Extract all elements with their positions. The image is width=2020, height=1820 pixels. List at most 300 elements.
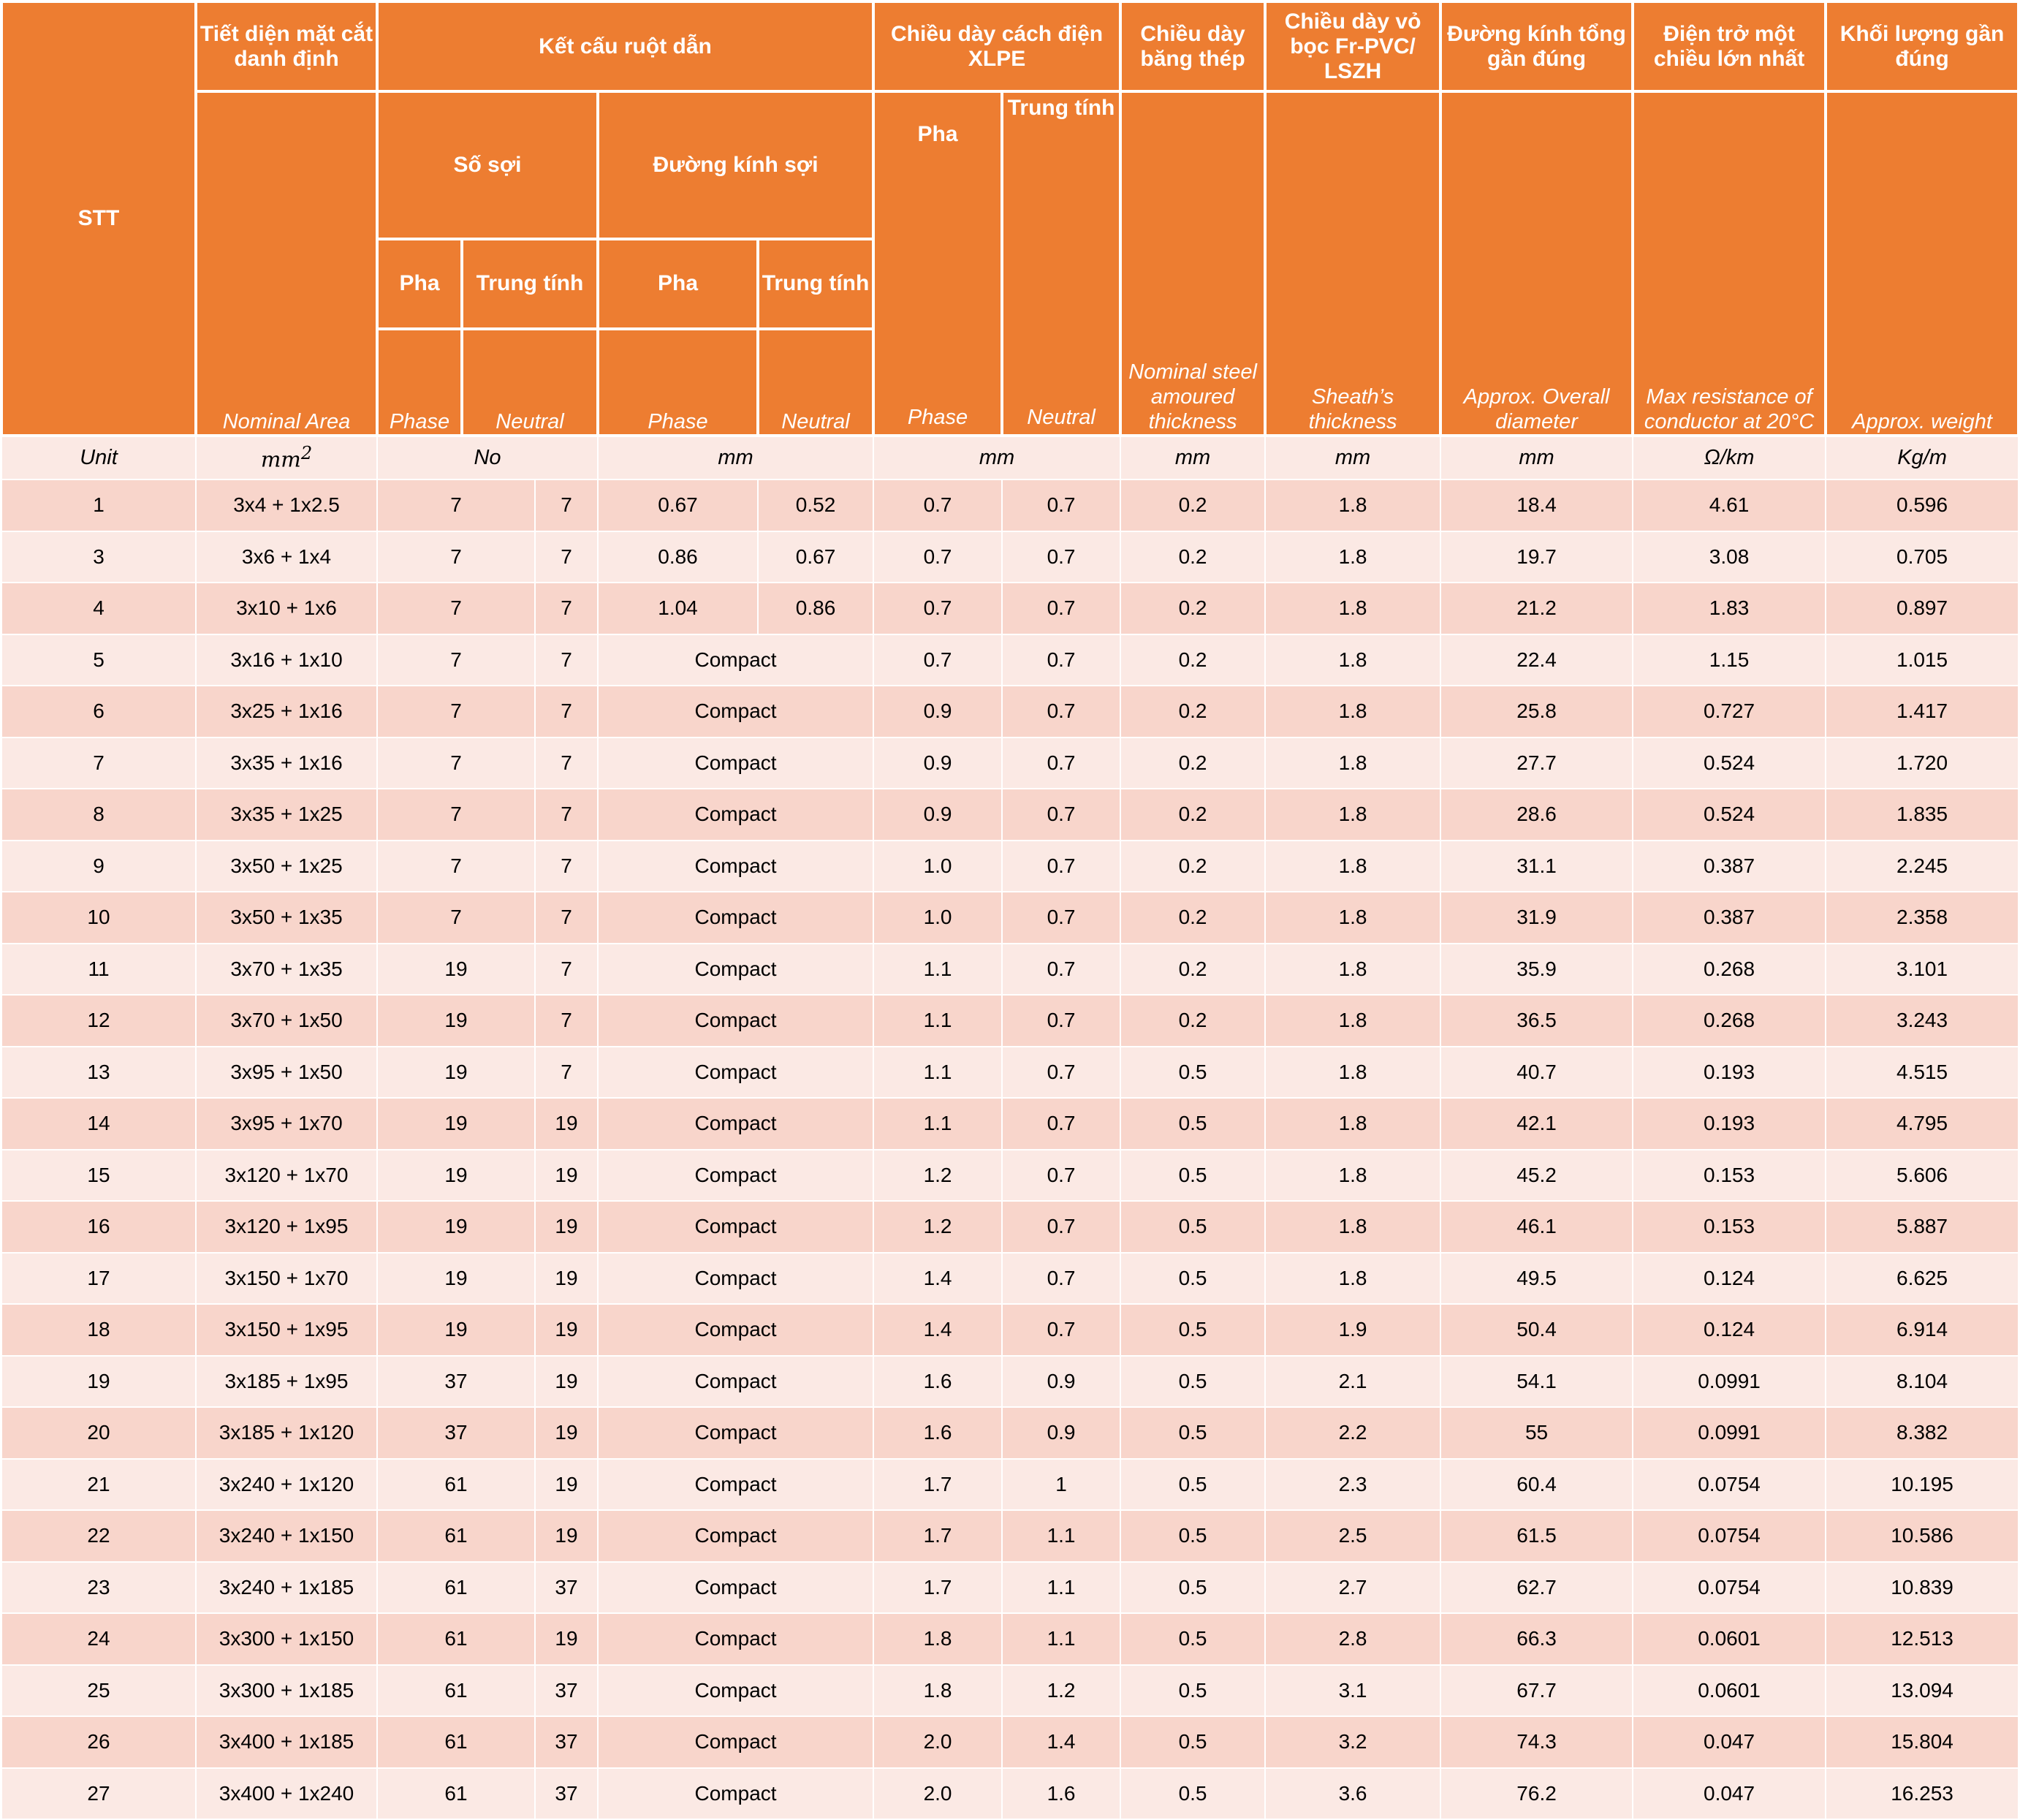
cell-approx-weight: 12.513 (1826, 1613, 2019, 1665)
table-row (1, 531, 2019, 583)
table-row (1, 1253, 2019, 1305)
table-row (1, 1562, 2019, 1614)
cell-steel-thickness: 0.5 (1120, 1562, 1265, 1614)
cell-approx-weight: 3.243 (1826, 995, 2019, 1047)
cell-insulation-phase: 0.7 (873, 583, 1002, 634)
cell-insulation-neutral: 1.1 (1002, 1510, 1120, 1562)
cell-wire-dia-compact: Compact (598, 892, 873, 944)
cell-max-resistance: 0.0754 (1633, 1510, 1826, 1562)
cell-overall-diameter: 62.7 (1440, 1562, 1633, 1614)
cell-wire-dia-compact: Compact (598, 1510, 873, 1562)
header-resistance-vi: Điện trở một chiều lớn nhất (1633, 1, 1826, 91)
cell-insulation-phase: 1.4 (873, 1304, 1002, 1356)
cell-max-resistance: 0.524 (1633, 738, 1826, 789)
cell-insulation-neutral: 0.7 (1002, 789, 1120, 841)
cell-max-resistance: 0.153 (1633, 1150, 1826, 1202)
cell-stt: 10 (1, 892, 196, 944)
cell-wires-neutral: 7 (535, 634, 598, 686)
table-row (1, 1304, 2019, 1356)
cell-max-resistance: 4.61 (1633, 479, 1826, 531)
cell-wires-phase: 7 (377, 892, 535, 944)
cell-approx-weight: 10.839 (1826, 1562, 2019, 1614)
table-row (1, 1459, 2019, 1511)
table-row (1, 1407, 2019, 1459)
cell-max-resistance: 0.047 (1633, 1716, 1826, 1768)
cell-approx-weight: 3.101 (1826, 944, 2019, 996)
cell-steel-thickness: 0.5 (1120, 1201, 1265, 1253)
cell-approx-weight: 2.245 (1826, 841, 2019, 892)
cell-insulation-neutral: 0.7 (1002, 1150, 1120, 1202)
cell-insulation-neutral: 0.7 (1002, 892, 1120, 944)
cell-steel-thickness: 0.5 (1120, 1459, 1265, 1511)
unit-sheath: mm (1265, 436, 1440, 479)
cell-overall-diameter: 22.4 (1440, 634, 1633, 686)
cell-steel-thickness: 0.5 (1120, 1150, 1265, 1202)
cell-wires-phase: 19 (377, 1253, 535, 1305)
cell-max-resistance: 0.0601 (1633, 1665, 1826, 1717)
unit-insulation: mm (873, 436, 1120, 479)
cell-overall-diameter: 49.5 (1440, 1253, 1633, 1305)
cell-wire-dia-compact: Compact (598, 1459, 873, 1511)
cell-insulation-phase: 1.0 (873, 892, 1002, 944)
cell-nominal-area: 3x16 + 1x10 (196, 634, 377, 686)
cell-steel-thickness: 0.5 (1120, 1304, 1265, 1356)
header-area-en: Nominal Area (196, 91, 377, 436)
cell-wire-dia-compact: Compact (598, 1150, 873, 1202)
table-row (1, 841, 2019, 892)
cell-nominal-area: 3x95 + 1x50 (196, 1047, 377, 1099)
header-wires-phase: Pha (377, 239, 462, 329)
unit-label: Unit (1, 436, 196, 479)
cell-overall-diameter: 31.9 (1440, 892, 1633, 944)
cell-stt: 18 (1, 1304, 196, 1356)
cell-overall-diameter: 66.3 (1440, 1613, 1633, 1665)
cell-overall-diameter: 55 (1440, 1407, 1633, 1459)
header-weight-vi: Khối lượng gần đúng (1826, 1, 2019, 91)
table-row (1, 634, 2019, 686)
cell-insulation-neutral: 0.7 (1002, 841, 1120, 892)
cell-nominal-area: 3x6 + 1x4 (196, 531, 377, 583)
header-insulation-phase (873, 91, 1002, 436)
cell-stt: 27 (1, 1768, 196, 1820)
cell-wires-neutral: 19 (535, 1407, 598, 1459)
cell-insulation-neutral: 1.1 (1002, 1613, 1120, 1665)
cell-wires-neutral: 19 (535, 1150, 598, 1202)
cell-approx-weight: 0.596 (1826, 479, 2019, 531)
cell-wires-neutral: 7 (535, 583, 598, 634)
cell-stt: 3 (1, 531, 196, 583)
cell-approx-weight: 1.835 (1826, 789, 2019, 841)
cell-insulation-phase: 1.7 (873, 1562, 1002, 1614)
cell-steel-thickness: 0.5 (1120, 1613, 1265, 1665)
table-row (1, 1768, 2019, 1820)
cell-approx-weight: 10.586 (1826, 1510, 2019, 1562)
cell-approx-weight: 8.104 (1826, 1356, 2019, 1408)
unit-area (196, 436, 377, 479)
cell-sheath-thickness: 3.1 (1265, 1665, 1440, 1717)
cell-overall-diameter: 18.4 (1440, 479, 1633, 531)
cell-wires-phase: 19 (377, 1098, 535, 1150)
cell-sheath-thickness: 1.8 (1265, 1150, 1440, 1202)
cell-insulation-neutral: 1.4 (1002, 1716, 1120, 1768)
cell-wire-dia-compact: Compact (598, 789, 873, 841)
cell-wires-neutral: 19 (535, 1253, 598, 1305)
cell-wires-neutral: 37 (535, 1768, 598, 1820)
cell-wires-phase: 19 (377, 995, 535, 1047)
header-diameter-en: Approx. Overall diameter (1440, 91, 1633, 436)
cell-nominal-area: 3x240 + 1x150 (196, 1510, 377, 1562)
cell-steel-thickness: 0.2 (1120, 789, 1265, 841)
cell-stt: 6 (1, 686, 196, 738)
cell-nominal-area: 3x95 + 1x70 (196, 1098, 377, 1150)
cell-approx-weight: 5.606 (1826, 1150, 2019, 1202)
cell-overall-diameter: 31.1 (1440, 841, 1633, 892)
table-row (1, 944, 2019, 996)
cell-steel-thickness: 0.2 (1120, 479, 1265, 531)
table-row (1, 1716, 2019, 1768)
cell-approx-weight: 0.705 (1826, 531, 2019, 583)
cell-steel-thickness: 0.2 (1120, 583, 1265, 634)
cell-overall-diameter: 35.9 (1440, 944, 1633, 996)
cell-steel-thickness: 0.5 (1120, 1665, 1265, 1717)
cell-wires-phase: 61 (377, 1768, 535, 1820)
cell-insulation-phase: 1.1 (873, 1047, 1002, 1099)
cell-approx-weight: 2.358 (1826, 892, 2019, 944)
unit-area-sup: 2 (300, 443, 313, 464)
cell-wires-neutral: 37 (535, 1665, 598, 1717)
cell-approx-weight: 4.515 (1826, 1047, 2019, 1099)
header-conductor-structure: Kết cấu ruột dẫn (377, 1, 873, 91)
cell-stt: 23 (1, 1562, 196, 1614)
cell-max-resistance: 0.0991 (1633, 1407, 1826, 1459)
table-row (1, 583, 2019, 634)
cell-approx-weight: 1.417 (1826, 686, 2019, 738)
cell-insulation-neutral: 0.7 (1002, 1098, 1120, 1150)
cell-max-resistance: 1.15 (1633, 634, 1826, 686)
cell-wire-dia-compact: Compact (598, 738, 873, 789)
cell-steel-thickness: 0.5 (1120, 1253, 1265, 1305)
cell-insulation-phase: 1.1 (873, 1098, 1002, 1150)
table-row (1, 1150, 2019, 1202)
cell-wires-phase: 19 (377, 944, 535, 996)
cell-wire-dia-compact: Compact (598, 1098, 873, 1150)
cell-overall-diameter: 74.3 (1440, 1716, 1633, 1768)
cell-max-resistance: 0.047 (1633, 1768, 1826, 1820)
insulation-neutral-en: Neutral (1027, 406, 1096, 429)
cell-wires-neutral: 7 (535, 892, 598, 944)
cell-wire-dia-phase: 0.67 (598, 479, 758, 531)
cell-overall-diameter: 60.4 (1440, 1459, 1633, 1511)
cell-nominal-area: 3x50 + 1x25 (196, 841, 377, 892)
cell-max-resistance: 0.727 (1633, 686, 1826, 738)
cell-overall-diameter: 54.1 (1440, 1356, 1633, 1408)
cell-insulation-phase: 1.7 (873, 1459, 1002, 1511)
header-sheath-vi: Chiều dày vỏ bọc Fr-PVC/ LSZH (1265, 1, 1440, 91)
cell-wires-neutral: 19 (535, 1459, 598, 1511)
unit-resistance: Ω/km (1633, 436, 1826, 479)
cell-insulation-phase: 1.8 (873, 1665, 1002, 1717)
cell-wires-neutral: 7 (535, 995, 598, 1047)
cell-wires-phase: 61 (377, 1665, 535, 1717)
cell-sheath-thickness: 1.8 (1265, 634, 1440, 686)
cell-nominal-area: 3x240 + 1x120 (196, 1459, 377, 1511)
cell-sheath-thickness: 2.1 (1265, 1356, 1440, 1408)
cell-wires-phase: 61 (377, 1562, 535, 1614)
insulation-phase-vi: Pha (917, 122, 958, 146)
cell-wire-dia-compact: Compact (598, 686, 873, 738)
cell-insulation-phase: 1.1 (873, 995, 1002, 1047)
cell-insulation-phase: 1.1 (873, 944, 1002, 996)
cell-stt: 17 (1, 1253, 196, 1305)
cell-wires-neutral: 7 (535, 531, 598, 583)
cell-overall-diameter: 67.7 (1440, 1665, 1633, 1717)
cell-stt: 5 (1, 634, 196, 686)
header-steel-en: Nominal steel amoured thickness (1120, 91, 1265, 436)
cell-insulation-neutral: 0.9 (1002, 1407, 1120, 1459)
cell-sheath-thickness: 1.8 (1265, 995, 1440, 1047)
header-sheath-en: Sheath’s thickness (1265, 91, 1440, 436)
cell-sheath-thickness: 2.2 (1265, 1407, 1440, 1459)
cell-approx-weight: 5.887 (1826, 1201, 2019, 1253)
cell-wires-neutral: 37 (535, 1562, 598, 1614)
cell-overall-diameter: 61.5 (1440, 1510, 1633, 1562)
cell-overall-diameter: 76.2 (1440, 1768, 1633, 1820)
cell-nominal-area: 3x25 + 1x16 (196, 686, 377, 738)
cell-stt: 20 (1, 1407, 196, 1459)
cell-max-resistance: 0.0991 (1633, 1356, 1826, 1408)
cell-max-resistance: 3.08 (1633, 531, 1826, 583)
cell-wire-dia-compact: Compact (598, 1716, 873, 1768)
cell-nominal-area: 3x35 + 1x25 (196, 789, 377, 841)
cell-approx-weight: 6.625 (1826, 1253, 2019, 1305)
unit-diameter: mm (1440, 436, 1633, 479)
cell-sheath-thickness: 2.5 (1265, 1510, 1440, 1562)
cell-insulation-neutral: 0.7 (1002, 634, 1120, 686)
table-row (1, 789, 2019, 841)
header-wires-neutral-en: Neutral (462, 329, 598, 436)
cell-wires-neutral: 7 (535, 479, 598, 531)
cell-wire-dia-compact: Compact (598, 1407, 873, 1459)
table-row (1, 1613, 2019, 1665)
cell-stt: 8 (1, 789, 196, 841)
cell-wire-dia-compact: Compact (598, 1613, 873, 1665)
cell-insulation-neutral: 0.7 (1002, 686, 1120, 738)
cell-sheath-thickness: 3.6 (1265, 1768, 1440, 1820)
cell-stt: 12 (1, 995, 196, 1047)
cell-wires-neutral: 7 (535, 944, 598, 996)
cell-sheath-thickness: 1.8 (1265, 1201, 1440, 1253)
cell-steel-thickness: 0.5 (1120, 1356, 1265, 1408)
cell-stt: 15 (1, 1150, 196, 1202)
cell-wires-neutral: 7 (535, 686, 598, 738)
cell-wires-phase: 61 (377, 1459, 535, 1511)
cell-wires-phase: 7 (377, 531, 535, 583)
cell-nominal-area: 3x4 + 1x2.5 (196, 479, 377, 531)
cell-wires-neutral: 19 (535, 1304, 598, 1356)
cell-stt: 4 (1, 583, 196, 634)
cell-sheath-thickness: 2.7 (1265, 1562, 1440, 1614)
cell-max-resistance: 0.124 (1633, 1304, 1826, 1356)
cell-approx-weight: 1.015 (1826, 634, 2019, 686)
cell-insulation-phase: 1.0 (873, 841, 1002, 892)
cell-wires-neutral: 37 (535, 1716, 598, 1768)
cell-sheath-thickness: 3.2 (1265, 1716, 1440, 1768)
cell-approx-weight: 1.720 (1826, 738, 2019, 789)
cell-approx-weight: 16.253 (1826, 1768, 2019, 1820)
cell-overall-diameter: 36.5 (1440, 995, 1633, 1047)
insulation-neutral-vi: Trung tính (1007, 96, 1115, 120)
header-diameter-vi: Đường kính tổng gần đúng (1440, 1, 1633, 91)
unit-wire-dia: mm (598, 436, 873, 479)
cell-wires-neutral: 19 (535, 1613, 598, 1665)
cell-insulation-neutral: 0.7 (1002, 479, 1120, 531)
cell-wire-dia-neutral: 0.86 (758, 583, 873, 634)
cell-wire-dia-compact: Compact (598, 1665, 873, 1717)
cell-overall-diameter: 28.6 (1440, 789, 1633, 841)
cell-approx-weight: 6.914 (1826, 1304, 2019, 1356)
header-insulation-neutral (1002, 91, 1120, 436)
cell-wire-dia-compact: Compact (598, 1047, 873, 1099)
cell-wires-neutral: 7 (535, 789, 598, 841)
cell-wire-dia-compact: Compact (598, 1253, 873, 1305)
cell-steel-thickness: 0.2 (1120, 531, 1265, 583)
cell-wires-phase: 37 (377, 1407, 535, 1459)
header-stt: STT (1, 1, 196, 436)
cell-wire-dia-compact: Compact (598, 1562, 873, 1614)
cell-wire-dia-phase: 1.04 (598, 583, 758, 634)
cell-stt: 16 (1, 1201, 196, 1253)
header-wires-neutral: Trung tính (462, 239, 598, 329)
cell-overall-diameter: 40.7 (1440, 1047, 1633, 1099)
cell-stt: 11 (1, 944, 196, 996)
cell-overall-diameter: 19.7 (1440, 531, 1633, 583)
table-row (1, 738, 2019, 789)
cell-steel-thickness: 0.5 (1120, 1098, 1265, 1150)
cell-wire-dia-compact: Compact (598, 841, 873, 892)
cell-approx-weight: 4.795 (1826, 1098, 2019, 1150)
cell-steel-thickness: 0.2 (1120, 738, 1265, 789)
cell-wires-neutral: 19 (535, 1510, 598, 1562)
cell-insulation-phase: 1.6 (873, 1356, 1002, 1408)
cell-overall-diameter: 50.4 (1440, 1304, 1633, 1356)
table-row (1, 479, 2019, 531)
cell-wires-neutral: 19 (535, 1201, 598, 1253)
table-row (1, 1201, 2019, 1253)
cell-wires-phase: 7 (377, 634, 535, 686)
unit-area-text: mm (260, 447, 301, 472)
cell-stt: 14 (1, 1098, 196, 1150)
cell-max-resistance: 0.153 (1633, 1201, 1826, 1253)
cell-steel-thickness: 0.2 (1120, 944, 1265, 996)
cell-wires-phase: 7 (377, 479, 535, 531)
cell-sheath-thickness: 1.9 (1265, 1304, 1440, 1356)
unit-steel: mm (1120, 436, 1265, 479)
cell-wire-dia-phase: 0.86 (598, 531, 758, 583)
header-wire-diameter: Đường kính sợi (598, 91, 873, 239)
header-resistance-en: Max resistance of conductor at 20°C (1633, 91, 1826, 436)
cell-insulation-neutral: 1.1 (1002, 1562, 1120, 1614)
unit-weight: Kg/m (1826, 436, 2019, 479)
cell-approx-weight: 0.897 (1826, 583, 2019, 634)
cell-wires-phase: 7 (377, 583, 535, 634)
cell-insulation-neutral: 1.6 (1002, 1768, 1120, 1820)
header-area-vi: Tiết diện mặt cắt danh định (196, 1, 377, 91)
cell-insulation-phase: 0.9 (873, 789, 1002, 841)
cell-wires-phase: 7 (377, 789, 535, 841)
cell-stt: 22 (1, 1510, 196, 1562)
cell-approx-weight: 13.094 (1826, 1665, 2019, 1717)
cell-insulation-phase: 0.7 (873, 531, 1002, 583)
cell-nominal-area: 3x10 + 1x6 (196, 583, 377, 634)
cell-wires-neutral: 7 (535, 1047, 598, 1099)
cell-wires-phase: 7 (377, 841, 535, 892)
table-row (1, 1047, 2019, 1099)
cell-overall-diameter: 21.2 (1440, 583, 1633, 634)
header-weight-en: Approx. weight (1826, 91, 2019, 436)
cell-insulation-neutral: 0.7 (1002, 583, 1120, 634)
cell-wires-neutral: 7 (535, 841, 598, 892)
cell-nominal-area: 3x240 + 1x185 (196, 1562, 377, 1614)
cell-max-resistance: 0.124 (1633, 1253, 1826, 1305)
cell-insulation-phase: 1.2 (873, 1201, 1002, 1253)
cell-max-resistance: 0.268 (1633, 944, 1826, 996)
header-dia-phase-en: Phase (598, 329, 758, 436)
cell-insulation-neutral: 0.7 (1002, 1201, 1120, 1253)
cell-stt: 26 (1, 1716, 196, 1768)
cell-nominal-area: 3x70 + 1x35 (196, 944, 377, 996)
table-row (1, 1356, 2019, 1408)
cell-wire-dia-compact: Compact (598, 1768, 873, 1820)
cell-wires-neutral: 7 (535, 738, 598, 789)
cell-max-resistance: 0.524 (1633, 789, 1826, 841)
cell-overall-diameter: 45.2 (1440, 1150, 1633, 1202)
cell-steel-thickness: 0.5 (1120, 1047, 1265, 1099)
cell-stt: 24 (1, 1613, 196, 1665)
cell-nominal-area: 3x35 + 1x16 (196, 738, 377, 789)
cell-wires-phase: 61 (377, 1716, 535, 1768)
cell-steel-thickness: 0.2 (1120, 686, 1265, 738)
cell-insulation-neutral: 0.7 (1002, 531, 1120, 583)
cell-sheath-thickness: 1.8 (1265, 944, 1440, 996)
cell-nominal-area: 3x400 + 1x240 (196, 1768, 377, 1820)
cell-insulation-neutral: 0.7 (1002, 1047, 1120, 1099)
cell-nominal-area: 3x120 + 1x95 (196, 1201, 377, 1253)
cell-nominal-area: 3x185 + 1x120 (196, 1407, 377, 1459)
header-num-wires: Số sợi (377, 91, 598, 239)
cell-sheath-thickness: 1.8 (1265, 841, 1440, 892)
cell-max-resistance: 0.0601 (1633, 1613, 1826, 1665)
cell-approx-weight: 15.804 (1826, 1716, 2019, 1768)
cell-insulation-phase: 1.7 (873, 1510, 1002, 1562)
cell-steel-thickness: 0.5 (1120, 1716, 1265, 1768)
cell-insulation-neutral: 0.7 (1002, 944, 1120, 996)
cell-max-resistance: 0.387 (1633, 892, 1826, 944)
cell-overall-diameter: 42.1 (1440, 1098, 1633, 1150)
cell-insulation-neutral: 0.9 (1002, 1356, 1120, 1408)
cell-sheath-thickness: 1.8 (1265, 479, 1440, 531)
cell-insulation-phase: 1.4 (873, 1253, 1002, 1305)
cell-sheath-thickness: 1.8 (1265, 1253, 1440, 1305)
cell-wire-dia-compact: Compact (598, 1201, 873, 1253)
cell-nominal-area: 3x120 + 1x70 (196, 1150, 377, 1202)
cell-nominal-area: 3x50 + 1x35 (196, 892, 377, 944)
cell-wire-dia-compact: Compact (598, 1356, 873, 1408)
cell-max-resistance: 0.0754 (1633, 1562, 1826, 1614)
cell-insulation-phase: 0.9 (873, 686, 1002, 738)
cell-insulation-phase: 2.0 (873, 1716, 1002, 1768)
cell-steel-thickness: 0.2 (1120, 841, 1265, 892)
cell-wires-phase: 7 (377, 738, 535, 789)
